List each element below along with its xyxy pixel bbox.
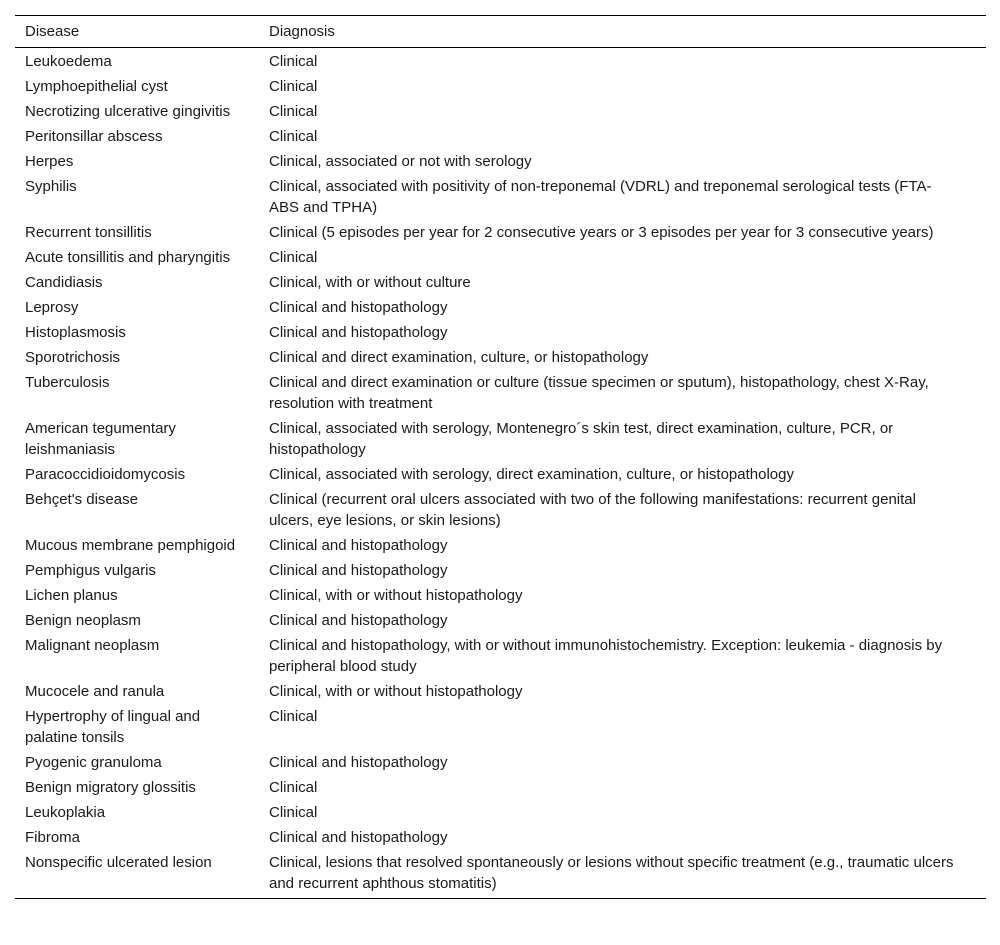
table-row xyxy=(15,750,986,775)
diagnosis-cell: Clinical xyxy=(269,53,318,70)
table-body xyxy=(15,48,986,899)
disease-cell: Benign neoplasm xyxy=(25,612,141,629)
disease-cell: Candidiasis xyxy=(25,274,103,291)
disease-cell: Recurrent tonsillitis xyxy=(25,224,152,241)
table-row xyxy=(15,679,986,704)
disease-cell: Herpes xyxy=(25,153,74,170)
diagnosis-cell: Clinical, with or without histopathology xyxy=(269,587,523,604)
table-row xyxy=(15,462,986,487)
disease-cell: Syphilis xyxy=(25,178,77,195)
disease-cell: Nonspecific ulcerated lesion xyxy=(25,854,212,871)
disease-cell: Histoplasmosis xyxy=(25,324,126,341)
disease-cell: Peritonsillar abscess xyxy=(25,128,163,145)
table-header xyxy=(15,16,986,48)
diagnosis-cell: Clinical and histopathology xyxy=(269,299,448,316)
table-row xyxy=(15,295,986,320)
disease-cell: Leukoedema xyxy=(25,53,112,70)
disease-cell: Leukoplakia xyxy=(25,804,106,821)
diagnosis-cell: Clinical, associated with serology, direct examination, culture, or histopathology xyxy=(269,466,794,483)
header-disease: Disease xyxy=(15,16,259,48)
disease-cell: American tegumentary leishmaniasis xyxy=(25,420,176,458)
table-row xyxy=(15,270,986,295)
table-row xyxy=(15,704,986,750)
diagnosis-cell: Clinical, associated with serology, Montenegro´s skin test, direct examination, culture, PCR, or histopathology xyxy=(269,420,894,458)
diagnosis-cell: Clinical and histopathology xyxy=(269,324,448,341)
disease-cell: Mucous membrane pemphigoid xyxy=(25,537,236,554)
table-row xyxy=(15,320,986,345)
table-row xyxy=(15,48,986,75)
diagnosis-cell: Clinical xyxy=(269,804,318,821)
table-row xyxy=(15,74,986,99)
disease-cell: Benign migratory glossitis xyxy=(25,779,196,796)
diagnosis-cell: Clinical xyxy=(269,708,318,725)
footer-rule-row xyxy=(15,899,986,900)
table-row xyxy=(15,245,986,270)
header-row xyxy=(15,16,986,48)
diagnosis-cell: Clinical, with or without histopathology xyxy=(269,683,523,700)
diagnosis-cell: Clinical, associated with positivity of non-treponemal (VDRL) and treponemal serological tests (FTA-ABS and TPHA) xyxy=(269,178,932,216)
disease-cell: Lymphoepithelial cyst xyxy=(25,78,168,95)
diagnosis-cell: Clinical xyxy=(269,78,318,95)
disease-cell: Lichen planus xyxy=(25,587,118,604)
disease-cell: Pyogenic granuloma xyxy=(25,754,162,771)
disease-cell: Acute tonsillitis and pharyngitis xyxy=(25,249,231,266)
table-row xyxy=(15,416,986,462)
diagnosis-cell: Clinical and histopathology, with or without immunohistochemistry. Exception: leukemia - diagnosis by peripheral blood study xyxy=(269,637,943,675)
table-row xyxy=(15,608,986,633)
diagnosis-cell: Clinical and histopathology xyxy=(269,537,448,554)
diagnosis-cell: Clinical xyxy=(269,249,318,266)
header-diagnosis: Diagnosis xyxy=(259,16,986,48)
table-row xyxy=(15,487,986,533)
diagnosis-cell: Clinical xyxy=(269,779,318,796)
diagnosis-cell: Clinical (5 episodes per year for 2 consecutive years or 3 episodes per year for 3 consecutive years) xyxy=(269,224,934,241)
disease-cell: Paracoccidioidomycosis xyxy=(25,466,186,483)
table-row xyxy=(15,633,986,679)
table-row xyxy=(15,558,986,583)
disease-cell: Behçet's disease xyxy=(25,491,138,508)
table-row xyxy=(15,825,986,850)
disease-cell: Hypertrophy of lingual and palatine tonsils xyxy=(25,708,201,746)
diagnosis-table xyxy=(15,15,986,899)
table-row xyxy=(15,800,986,825)
table-row xyxy=(15,850,986,899)
diagnosis-cell: Clinical and histopathology xyxy=(269,829,448,846)
disease-cell: Sporotrichosis xyxy=(25,349,121,366)
disease-cell: Fibroma xyxy=(25,829,81,846)
diagnosis-cell: Clinical, with or without culture xyxy=(269,274,471,291)
table-row xyxy=(15,533,986,558)
diagnosis-cell: Clinical and direct examination or culture (tissue specimen or sputum), histopathology, chest X-Ray, resolution with treatment xyxy=(269,374,929,412)
table-row xyxy=(15,370,986,416)
disease-cell: Tuberculosis xyxy=(25,374,110,391)
diagnosis-cell: Clinical, lesions that resolved spontaneously or lesions without specific treatment (e.g., traumatic ulcers and recurrent aphthous stomatitis) xyxy=(269,854,954,892)
diagnosis-cell: Clinical and histopathology xyxy=(269,754,448,771)
table-row xyxy=(15,345,986,370)
diagnosis-cell: Clinical, associated or not with serology xyxy=(269,153,532,170)
disease-cell: Necrotizing ulcerative gingivitis xyxy=(25,103,231,120)
table-row xyxy=(15,583,986,608)
diagnosis-cell: Clinical and histopathology xyxy=(269,612,448,629)
table-row xyxy=(15,220,986,245)
table-footer-rule xyxy=(15,899,986,900)
diagnosis-cell: Clinical xyxy=(269,128,318,145)
table-row xyxy=(15,775,986,800)
diagnosis-cell: Clinical xyxy=(269,103,318,120)
table-row xyxy=(15,174,986,220)
table-row xyxy=(15,99,986,124)
diagnosis-cell: Clinical (recurrent oral ulcers associated with two of the following manifestations: recurrent genital ulcers, eye lesions, or skin lesions) xyxy=(269,491,916,529)
disease-cell: Pemphigus vulgaris xyxy=(25,562,156,579)
disease-cell: Mucocele and ranula xyxy=(25,683,165,700)
table-row xyxy=(15,124,986,149)
diagnosis-cell: Clinical and direct examination, culture, or histopathology xyxy=(269,349,649,366)
bottom-rule xyxy=(15,899,986,900)
diagnosis-cell: Clinical and histopathology xyxy=(269,562,448,579)
diagnosis-table-container xyxy=(15,15,986,899)
disease-cell: Malignant neoplasm xyxy=(25,637,160,654)
table-row xyxy=(15,149,986,174)
disease-cell: Leprosy xyxy=(25,299,79,316)
